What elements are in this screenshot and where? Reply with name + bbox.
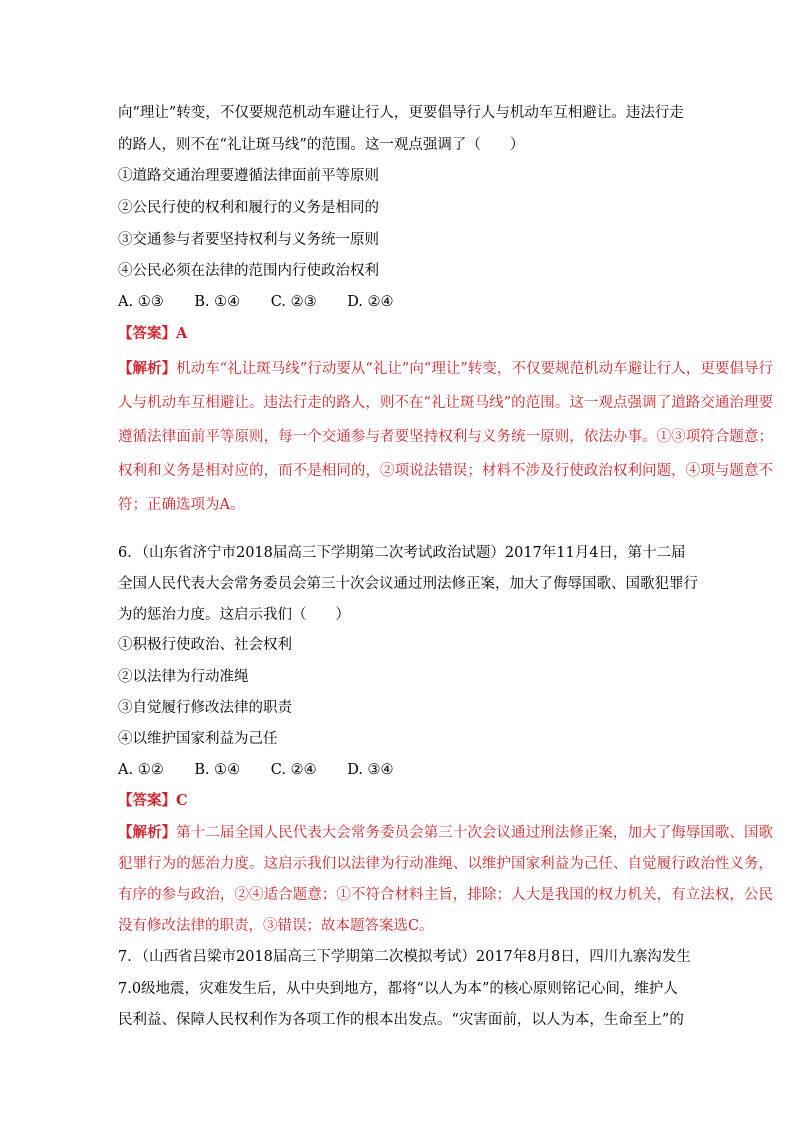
q5-answer-tag: 【答案】 [118, 325, 176, 342]
q6-stem-line-2: 全国人民代表大会常务委员会第三十次会议通过刑法修正案，加大了侮辱国歌、国歌犯罪行 [118, 576, 698, 592]
q6-stem-line-3: 为的惩治力度。这启示我们（ ） [118, 607, 350, 623]
q6-analysis-tag: 【解析】 [118, 824, 177, 841]
q5-analysis-text: 机动车“礼让斑马线”行动要从“礼让”向“理让”转变，不仅要规范机动车避让行人，更要倡导行人与机动车互相避让。违法行走的路人，则不在“礼让斑马线”的范围。这一观点强调了道路交通治理要遵循法律面前平等原则，每一个交通参与者要坚持权利与义务统一原则，依法办事。①③项符合题意；权利和义务是相对应的，而不是相同的，②项说法错误；材料不涉及行使政治权利问题，④项与题意不符；正确选项为A。 [118, 361, 774, 513]
q6-stem-line-1: 6．（山东省济宁市2018届高三下学期第二次考试政治试题）2017年11月4日，第十二届 [118, 545, 686, 561]
q5-stem-line-2: 的路人，则不在“礼让斑马线”的范围。这一观点强调了（ ） [118, 137, 525, 153]
q6-answer [118, 791, 188, 811]
q5-item-4: ④公民必须在法律的范围内行使政治权利 [118, 263, 379, 279]
q7-stem-line-3: 民利益、保障人民权利作为各项工作的根本出发点。“灾害面前，以人为本，生命至上”的 [118, 1012, 684, 1028]
q5-option-b: B. ①④ [194, 294, 241, 310]
q6-item-4: ④以维护国家利益为己任 [118, 731, 278, 747]
q7-stem-line-2: 7.0级地震，灾难发生后，从中央到地方，都将“以人为本”的核心原则铭记心间，维护人 [118, 981, 678, 997]
q5-item-3: ③交通参与者要坚持权利与义务统一原则 [118, 232, 379, 248]
q5-answer-value: A [176, 325, 188, 342]
q6-option-d: D. ③④ [347, 762, 394, 778]
q6-answer-value: C [176, 792, 188, 809]
q5-option-c: C. ②③ [270, 294, 317, 310]
q6-item-3: ③自觉履行修改法律的职责 [118, 700, 292, 716]
q5-item-1: ①道路交通治理要遵循法律面前平等原则 [118, 168, 379, 184]
q6-option-b: B. ①④ [194, 762, 241, 778]
q5-stem-line-1: 向“理让”转变，不仅要规范机动车避让行人，更要倡导行人与机动车互相避让。违法行走 [118, 105, 684, 121]
q6-option-a: A. ①② [118, 762, 164, 778]
q6-analysis-text: 第十二届全国人民代表大会常务委员会第三十次会议通过刑法修正案，加大了侮辱国歌、国歌犯罪行为的惩治力度。这启示我们以法律为行动准绳、以维护国家利益为己任、自觉履行政治性义务，有序的参与政治，②④适合题意；①不符合材料主旨，排除；人大是我国的权力机关，有立法权，公民没有修改法律的职责，③错误；故本题答案选C。 [118, 825, 774, 934]
q6-option-c: C. ②④ [270, 762, 317, 778]
q6-item-2: ②以法律为行动准绳 [118, 669, 249, 685]
q5-analysis-tag: 【解析】 [118, 360, 177, 377]
q5-analysis [118, 352, 773, 522]
q5-option-d: D. ②④ [347, 294, 394, 310]
q5-options [118, 292, 420, 312]
q5-option-a: A. ①③ [118, 294, 164, 310]
q6-item-1: ①积极行使政治、社会权利 [118, 637, 292, 653]
q6-analysis [118, 817, 773, 942]
q5-answer [118, 324, 187, 344]
q7-stem-line-1: 7．（山西省吕梁市2018届高三下学期第二次模拟考试）2017年8月8日，四川九寨沟发生 [118, 949, 691, 965]
q6-options [118, 760, 420, 780]
q6-answer-tag: 【答案】 [118, 792, 176, 809]
q5-item-2: ②公民行使的权利和履行的义务是相同的 [118, 200, 379, 216]
